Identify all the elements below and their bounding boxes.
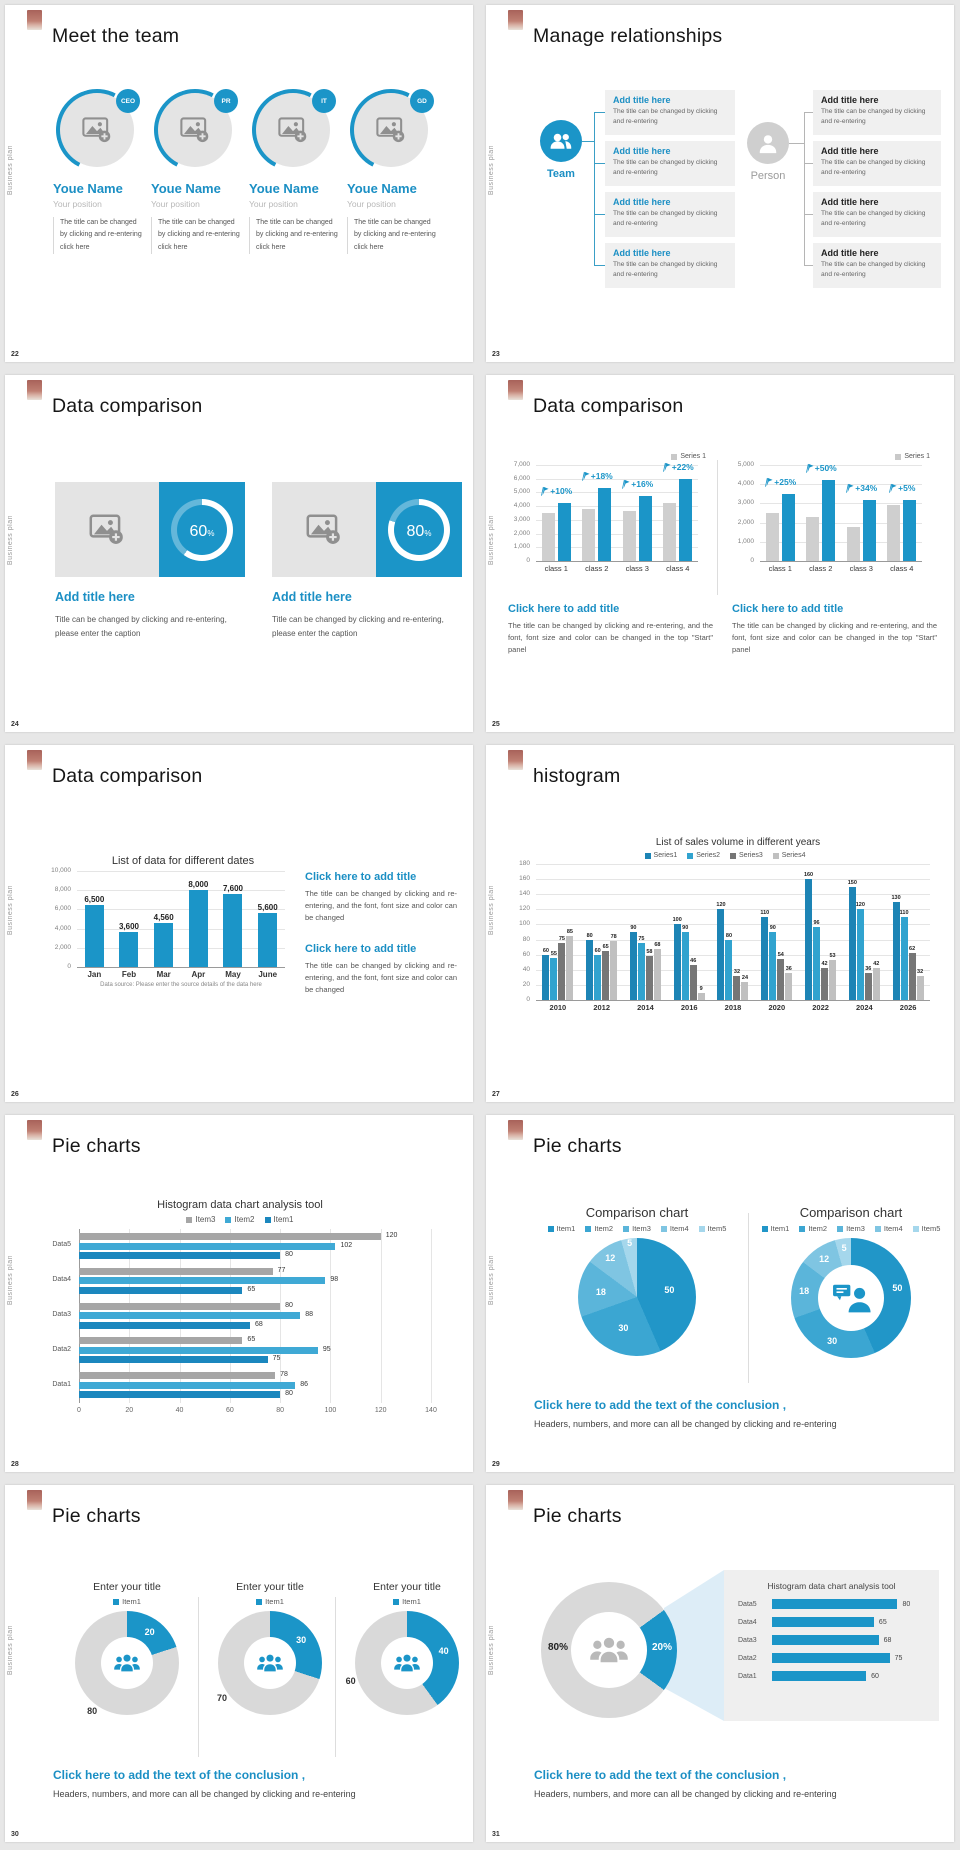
progress-ring <box>388 499 450 561</box>
chart-legend: Item1 <box>57 1597 197 1606</box>
logo-stamp <box>27 1490 42 1510</box>
relationship-box <box>813 90 941 135</box>
slide-24-data-comparison[interactable] <box>5 375 473 732</box>
person-label: Person <box>750 170 786 182</box>
chart-title: Enter your title <box>93 1581 161 1593</box>
sidebar-vertical-text: Business plan <box>488 1255 495 1306</box>
box-title: Add title here <box>613 146 671 156</box>
relationship-box <box>813 192 941 237</box>
chart-cta: Click here to add title <box>305 943 417 955</box>
role-badge: GD <box>410 89 434 113</box>
box-body: The title can be changed by clicking and re-entering <box>613 108 718 125</box>
chart-title: Comparison chart <box>799 1205 903 1220</box>
donut-chart: Enter your title Item1 30 70 <box>200 1581 340 1715</box>
image-placeholder-icon <box>306 513 342 546</box>
sidebar-vertical-text: Business plan <box>488 515 495 566</box>
callout-panel <box>724 1570 939 1721</box>
connector-line <box>582 141 594 142</box>
pie-chart: Comparison chart Item1 Item2 Item3 Item4 Item5 50 30 18 12 5 <box>528 1205 746 1356</box>
slide-25-data-comparison[interactable] <box>486 375 954 732</box>
chart-cta: Click here to add title <box>305 871 417 883</box>
box-body: The title can be changed by clicking and re-entering <box>821 210 926 227</box>
slide-page-number: 31 <box>492 1831 500 1838</box>
progress-value: 60 <box>189 522 208 540</box>
grouped-bar-chart: Series 1 7,000 6,000 5,000 4,000 3,000 2,000 1,000 0 +10% +18% +16% +22% class 1 class 2 class 3 class 4 <box>504 453 706 573</box>
page-title: Data comparison <box>52 765 203 787</box>
donut-chart: Enter your title Item1 20 80 <box>57 1581 197 1715</box>
horizontal-bar-chart: Histogram data chart analysis tool Item3 Item2 Item1 0 20 40 60 80 100 120 140 Data5 120 102 80 Data4 77 98 65 Data3 80 88 68 Data2 65 95 75 Data1 78 86 80 <box>39 1199 441 1403</box>
member-description: The title can be changed by clicking and re-entering click here <box>53 217 142 254</box>
role-badge: CEO <box>116 89 140 113</box>
slide-page-number: 30 <box>11 1831 19 1838</box>
box-title: Add title here <box>613 197 671 207</box>
avatar <box>256 93 330 167</box>
progress-ring <box>171 499 233 561</box>
conclusion-body: Headers, numbers, and more can all be changed by clicking and re-entering <box>534 1419 837 1429</box>
team-node <box>540 120 582 162</box>
chart-title: List of data for different dates <box>111 855 255 867</box>
chart-cta: Click here to add title <box>732 603 844 615</box>
sidebar-vertical-text: Business plan <box>488 1625 495 1676</box>
person-node <box>747 122 789 164</box>
member-position: Your position <box>347 199 396 209</box>
logo-stamp <box>27 1120 42 1140</box>
chart-cta: Click here to add title <box>508 603 620 615</box>
box-body: The title can be changed by clicking and re-entering <box>613 210 718 227</box>
people-icon <box>587 1634 631 1666</box>
connector-line <box>594 112 605 113</box>
connector-line <box>804 265 813 266</box>
sidebar-vertical-text: Business plan <box>488 885 495 936</box>
connector-line <box>804 112 805 266</box>
slide-23-manage-relationships[interactable] <box>486 5 954 362</box>
box-title: Add title here <box>613 248 671 258</box>
conclusion-cta: Click here to add the text of the conclusion , <box>534 1398 787 1412</box>
chart-divider <box>335 1597 336 1757</box>
member-name: Youe Name <box>347 181 417 196</box>
bar-chart: List of data for different dates 10,000 8,000 6,000 4,000 2,000 0 6,500 3,600 4,560 8,000 7,600 5,600 Jan Feb Mar Apr May June Data source: Please enter the source details of the data here <box>41 855 289 988</box>
person-icon <box>757 133 779 154</box>
slide-page-number: 28 <box>11 1461 19 1468</box>
people-icon <box>255 1652 285 1674</box>
relationship-box <box>605 141 735 186</box>
slide-31-pie-charts[interactable] <box>486 1485 954 1842</box>
logo-stamp <box>27 380 42 400</box>
sidebar-vertical-text: Business plan <box>7 515 14 566</box>
chart-divider <box>748 1213 749 1383</box>
progress-card <box>55 482 245 577</box>
relationship-box <box>813 141 941 186</box>
connector-line <box>804 214 813 215</box>
member-name: Youe Name <box>53 181 123 196</box>
member-position: Your position <box>249 199 298 209</box>
member-position: Your position <box>53 199 102 209</box>
team-icon <box>548 131 574 151</box>
chart-title: Comparison chart <box>585 1205 689 1220</box>
box-title: Add title here <box>821 197 879 207</box>
caption-block <box>508 603 713 656</box>
image-placeholder-icon <box>180 116 210 144</box>
card-body: Title can be changed by clicking and re-entering, please enter the caption <box>272 615 444 638</box>
team-label: Team <box>547 168 575 180</box>
slide-26-data-comparison[interactable] <box>5 745 473 1102</box>
connector-line <box>789 143 804 144</box>
slide-page-number: 22 <box>11 351 19 358</box>
slide-30-pie-charts[interactable] <box>5 1485 473 1842</box>
sidebar-vertical-text: Business plan <box>7 1255 14 1306</box>
role-badge: PR <box>214 89 238 113</box>
conclusion-cta: Click here to add the text of the conclusion , <box>53 1768 306 1782</box>
person-chat-icon <box>831 1283 872 1313</box>
team-member-card <box>51 93 143 254</box>
connector-line <box>594 214 605 215</box>
box-body: The title can be changed by clicking and re-entering <box>613 261 718 278</box>
image-placeholder-icon <box>278 116 308 144</box>
box-title: Add title here <box>821 146 879 156</box>
chart-legend: Series 1 <box>504 453 706 460</box>
caption-block <box>732 603 937 656</box>
box-body: The title can be changed by clicking and re-entering <box>821 108 926 125</box>
team-member-card <box>247 93 339 254</box>
chart-caption: The title can be changed by clicking and re-entering, and the font, font size and color can be changed <box>305 961 457 994</box>
chart-caption: The title can be changed by clicking and re-entering, and the font, font size and color can be changed in the top "Start" panel <box>732 621 937 654</box>
logo-stamp <box>27 750 42 770</box>
slide-22-meet-the-team[interactable] <box>5 5 473 362</box>
chart-title: Histogram data chart analysis tool <box>157 1199 323 1211</box>
image-placeholder-icon <box>376 116 406 144</box>
donut-chart: Comparison chart Item1 Item2 Item3 Item4 Item5 50 30 18 12 5 <box>748 1205 954 1358</box>
connector-line <box>804 112 813 113</box>
chart-legend: Item1 Item2 Item3 Item4 Item5 <box>748 1224 954 1233</box>
relationship-box <box>605 243 735 288</box>
page-title: Pie charts <box>533 1505 622 1527</box>
page-title: histogram <box>533 765 621 787</box>
slide-page-number: 26 <box>11 1091 19 1098</box>
chart-legend: Item1 Item2 Item3 Item4 Item5 <box>528 1224 746 1233</box>
sidebar-vertical-text: Business plan <box>7 145 14 196</box>
member-name: Youe Name <box>249 181 319 196</box>
caption-block <box>305 871 457 924</box>
chart-divider <box>717 460 718 595</box>
team-member-card <box>345 93 437 254</box>
member-description: The title can be changed by clicking and re-entering click here <box>347 217 436 254</box>
role-badge: IT <box>312 89 336 113</box>
donut-chart: Enter your title Item1 40 60 <box>337 1581 473 1715</box>
chart-legend: Item3 Item2 Item1 <box>39 1215 441 1224</box>
chart-title: List of sales volume in different years <box>655 837 821 848</box>
team-member-card <box>149 93 241 254</box>
slide-page-number: 27 <box>492 1091 500 1098</box>
member-description: The title can be changed by clicking and re-entering click here <box>151 217 240 254</box>
relationship-box <box>813 243 941 288</box>
people-icon <box>392 1652 422 1674</box>
caption-block <box>305 943 457 996</box>
member-name: Youe Name <box>151 181 221 196</box>
mini-bar-chart: Histogram data chart analysis tool Data5 80 Data4 65 Data3 68 Data2 75 Data1 60 <box>738 1581 911 1680</box>
chart-caption: The title can be changed by clicking and re-entering, and the font, font size and color can be changed <box>305 889 457 922</box>
conclusion-cta: Click here to add the text of the conclusion , <box>534 1768 787 1782</box>
box-body: The title can be changed by clicking and re-entering <box>821 261 926 278</box>
relationship-box <box>605 192 735 237</box>
box-title: Add title here <box>821 95 879 105</box>
chart-legend: Series1 Series2 Series3 Series4 <box>510 852 940 859</box>
logo-stamp <box>508 380 523 400</box>
member-position: Your position <box>151 199 200 209</box>
card-title: Add title here <box>272 590 352 604</box>
box-body: The title can be changed by clicking and re-entering <box>613 159 718 176</box>
card-body: Title can be changed by clicking and re-entering, please enter the caption <box>55 615 227 638</box>
slide-28-pie-charts[interactable] <box>5 1115 473 1472</box>
chart-legend: Series 1 <box>728 453 930 460</box>
logo-stamp <box>508 1490 523 1510</box>
connector-line <box>594 265 605 266</box>
chart-caption: The title can be changed by clicking and re-entering, and the font, font size and color can be changed in the top "Start" panel <box>508 621 713 654</box>
image-placeholder-icon <box>89 513 125 546</box>
page-title: Data comparison <box>533 395 684 417</box>
avatar <box>354 93 428 167</box>
relationship-box <box>605 90 735 135</box>
grouped-bar-chart: List of sales volume in different years Series1 Series2 Series3 Series4 180 160 140 120 100 80 60 40 20 0 60 55 75 85 80 60 65 78 90 75 58 68 100 90 46 9 120 80 32 24 110 90 54 36 160 96 42 53 150 120 36 42 130 110 62 32 2010 2012 2014 2016 2018 2020 2022 2024 2026 <box>510 837 940 1012</box>
slide-page-number: 24 <box>11 721 19 728</box>
people-icon <box>112 1652 142 1674</box>
donut-gray-percent: 80% <box>547 1642 568 1653</box>
box-body: The title can be changed by clicking and re-entering <box>821 159 926 176</box>
progress-card <box>272 482 462 577</box>
page-title: Manage relationships <box>533 25 723 47</box>
percent-sign: % <box>207 528 215 538</box>
logo-stamp <box>27 10 42 30</box>
logo-stamp <box>508 10 523 30</box>
slide-29-pie-charts[interactable] <box>486 1115 954 1472</box>
slide-page-number: 25 <box>492 721 500 728</box>
image-placeholder-icon <box>82 116 112 144</box>
slide-27-histogram[interactable] <box>486 745 954 1102</box>
slide-page-number: 23 <box>492 351 500 358</box>
page-title: Pie charts <box>52 1135 141 1157</box>
chart-divider <box>198 1597 199 1757</box>
box-title: Add title here <box>821 248 879 258</box>
donut-blue-percent: 20% <box>651 1642 672 1653</box>
chart-legend: Item1 <box>337 1597 473 1606</box>
grouped-bar-chart: Series 1 5,000 4,000 3,000 2,000 1,000 0 +25% +50% +34% +5% class 1 class 2 class 3 class 4 <box>728 453 930 573</box>
sidebar-vertical-text: Business plan <box>488 145 495 196</box>
conclusion-body: Headers, numbers, and more can all be changed by clicking and re-entering <box>534 1789 837 1799</box>
member-description: The title can be changed by clicking and re-entering click here <box>249 217 338 254</box>
avatar <box>60 93 134 167</box>
slide-page-number: 29 <box>492 1461 500 1468</box>
page-title: Pie charts <box>533 1135 622 1157</box>
box-title: Add title here <box>613 95 671 105</box>
sidebar-vertical-text: Business plan <box>7 885 14 936</box>
page-title: Pie charts <box>52 1505 141 1527</box>
connector-line <box>594 112 595 266</box>
conclusion-body: Headers, numbers, and more can all be changed by clicking and re-entering <box>53 1789 356 1799</box>
page-title: Meet the team <box>52 25 180 47</box>
logo-stamp <box>508 750 523 770</box>
connector-line <box>804 163 813 164</box>
chart-title: Enter your title <box>373 1581 441 1593</box>
avatar <box>158 93 232 167</box>
chart-title: Enter your title <box>236 1581 304 1593</box>
chart-legend: Item1 <box>200 1597 340 1606</box>
connector-line <box>594 163 605 164</box>
logo-stamp <box>508 1120 523 1140</box>
progress-value: 80 <box>406 522 425 540</box>
percent-sign: % <box>424 528 432 538</box>
page-title: Data comparison <box>52 395 203 417</box>
sidebar-vertical-text: Business plan <box>7 1625 14 1676</box>
card-title: Add title here <box>55 590 135 604</box>
